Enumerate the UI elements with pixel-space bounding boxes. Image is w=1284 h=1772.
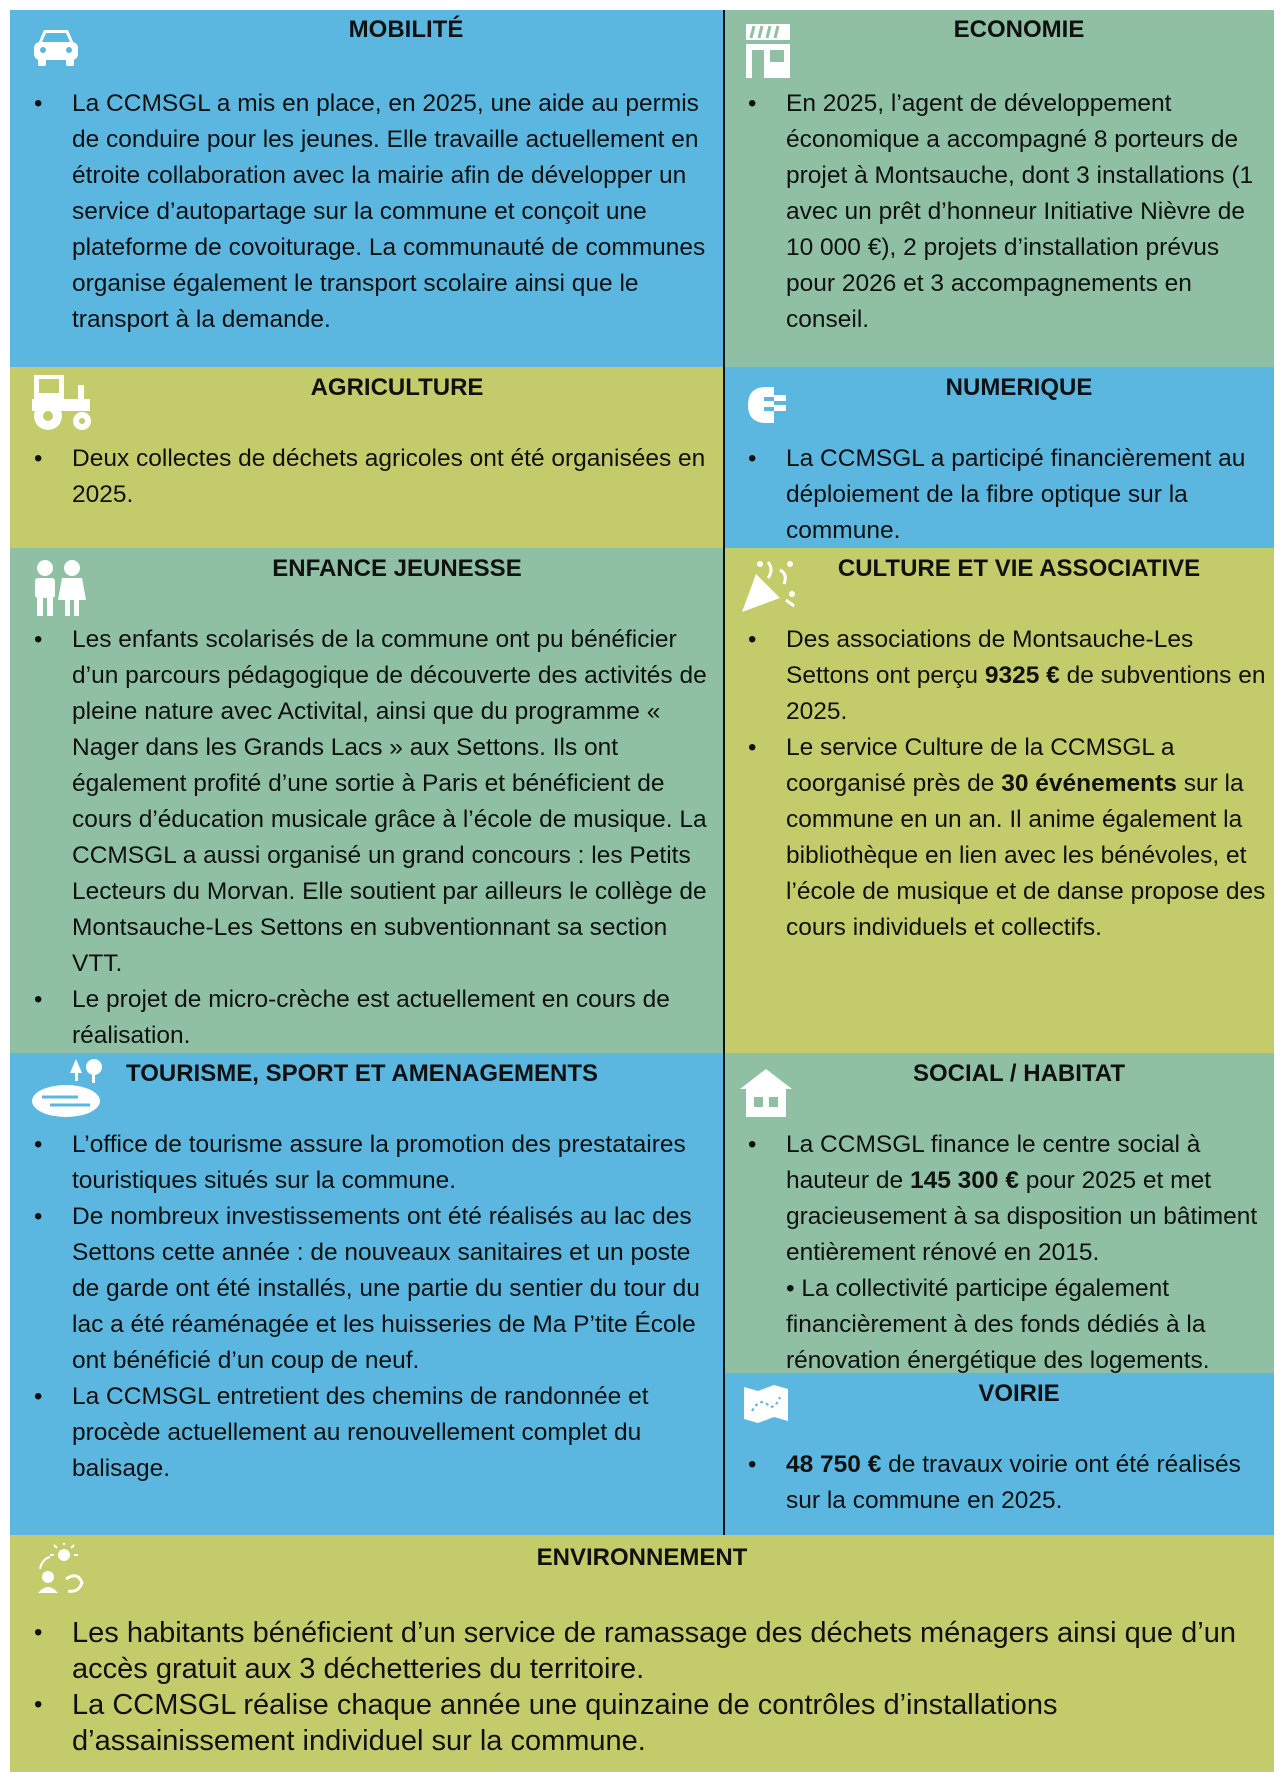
- text-run: de travaux voirie ont été réalisés sur la commune en 2025.: [786, 1451, 1241, 1514]
- list-item: [724, 730, 1274, 946]
- list-item: • Deux collectes de déchets agricoles ont été organisées en 2025.: [10, 441, 724, 513]
- list-item: • L’office de tourisme assure la promotion des prestataires touristiques situés sur la commune.: [10, 1127, 724, 1199]
- amount: 9325 €: [984, 662, 1060, 689]
- amount: 48 750 €: [786, 1451, 882, 1478]
- section-agriculture: [10, 367, 724, 548]
- section-title: TOURISME, SPORT ET AMENAGEMENTS: [126, 1060, 599, 1087]
- amount: 145 300 €: [909, 1167, 1019, 1194]
- section-title: VOIRIE: [978, 1380, 1060, 1407]
- section-social-habitat: [724, 1053, 1274, 1373]
- section-title: SOCIAL / HABITAT: [913, 1060, 1125, 1087]
- list-item: [724, 1447, 1274, 1519]
- list-item: • En 2025, l’agent de développement économique a accompagné 8 porteurs de projet à Montsauche, dont 3 installations (1 avec un prêt d’honneur Initiative Nièvre de 10 000 €), 2 projets d’installation prévus pour 2026 et 3 accompagnements en conseil.: [724, 86, 1274, 338]
- section-title: MOBILITÉ: [348, 16, 464, 43]
- list-item: • De nombreux investissements ont été réalisés au lac des Settons cette année : de nouveaux sanitaires et un poste de garde ont été installés, une partie du sentier du tour du lac a été réaménagée et les huisseries de Ma P’tite École ont bénéficié d’un coup de neuf.: [10, 1199, 724, 1379]
- text-run: pour 2025 et met gracieusement à sa disposition un bâtiment entièrement rénové en 2015.: [786, 1167, 1258, 1266]
- section-title: ENFANCE JEUNESSE: [272, 555, 522, 582]
- list-item: • Les habitants bénéficient d’un service de ramassage des déchets ménagers ainsi que d’un accès gratuit aux 3 déchetteries du territoire.: [10, 1615, 1274, 1687]
- lake-trees-icon: [28, 1055, 112, 1121]
- section-title: ECONOMIE: [953, 16, 1085, 43]
- list-item: [724, 622, 1274, 730]
- list-item: • La CCMSGL entretient des chemins de randonnée et procède actuellement au renouvellement complet du balisage.: [10, 1379, 724, 1487]
- list-item: [724, 1127, 1274, 1271]
- section-title: AGRICULTURE: [310, 374, 484, 401]
- section-numerique: [724, 367, 1274, 548]
- section-tourisme: [10, 1053, 724, 1535]
- text-run: La CCMSGL finance le centre social à hauteur de: [786, 1131, 1201, 1194]
- section-title: NUMERIQUE: [945, 374, 1093, 401]
- column-divider: [723, 10, 725, 1535]
- list-item: • Les enfants scolarisés de la commune ont pu bénéficier d’un parcours pédagogique de découverte des activités de pleine nature avec Activital, ainsi que du programme « Nager dans les Grands Lacs » aux Settons. Ils ont également profité d’une sortie à Paris et bénéficient de cours d’éducation musicale grâce à l’école de musique. La CCMSGL a aussi organisé un grand concours : les Petits Lecteurs du Morvan. Elle soutient par ailleurs le collège de Montsauche-Les Settons en subventionnant sa section VTT.: [10, 622, 724, 982]
- list-item: • La CCMSGL a participé financièrement au déploiement de la fibre optique sur la commune.: [724, 441, 1274, 548]
- section-environnement: [10, 1535, 1274, 1772]
- list-item: • La CCMSGL réalise chaque année une quinzaine de contrôles d’installations d’assainissement individuel sur la commune.: [10, 1687, 1274, 1759]
- section-title: CULTURE ET VIE ASSOCIATIVE: [837, 555, 1201, 582]
- event-count: 30 événements: [1001, 770, 1177, 797]
- section-voirie: [724, 1373, 1274, 1535]
- list-item: • Le projet de micro-crèche est actuellement en cours de réalisation.: [10, 982, 724, 1053]
- text-run: Des associations de Montsauche-Les Settons ont perçu: [786, 626, 1194, 689]
- text-run: Le service Culture de la CCMSGL a coorganisé près de: [786, 734, 1175, 797]
- list-item: • La CCMSGL a mis en place, en 2025, une aide au permis de conduire pour les jeunes. Elle travaille actuellement en étroite collaboration avec la mairie afin de développer un service d’autopartage sur la commune et conçoit une plateforme de covoiturage. La communauté de communes organise également le transport scolaire ainsi que le transport à la demande.: [10, 86, 724, 338]
- section-enfance-jeunesse: [10, 548, 724, 1053]
- section-mobilite: [10, 10, 724, 367]
- section-culture: [724, 548, 1274, 1053]
- text-run: de subventions en 2025.: [786, 662, 1266, 725]
- list-item-continuation: • La collectivité participe également financièrement à des fonds dédiés à la rénovation énergétique des logements.: [786, 1275, 1210, 1373]
- section-title: ENVIRONNEMENT: [536, 1544, 748, 1571]
- text-run: sur la commune en un an. Il anime également la bibliothèque en lien avec les bénévoles, et l’école de musique et de danse propose des cours individuels et collectifs.: [786, 770, 1266, 941]
- section-economie: [724, 10, 1274, 367]
